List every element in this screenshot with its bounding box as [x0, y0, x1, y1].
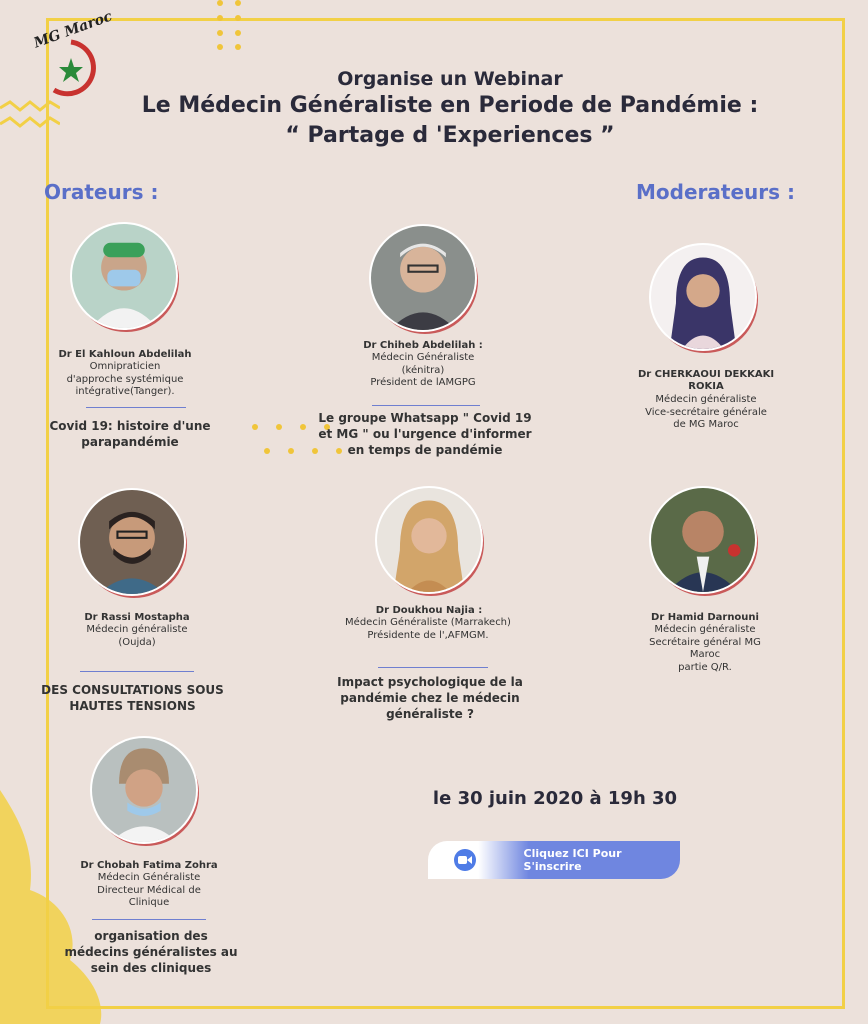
speaker-name: Dr Rassi Mostapha	[84, 612, 190, 623]
page-title: Le Médecin Généraliste en Periode de Pandémie :	[141, 93, 759, 118]
talk-title-line: Covid 19: histoire d'une	[49, 419, 211, 433]
divider	[86, 407, 186, 408]
page-subtitle: “ Partage d 'Experiences ”	[285, 123, 615, 148]
talk-title	[322, 674, 538, 722]
talk-title-line: Impact psychologique de la	[337, 675, 523, 689]
talk-title-line: en temps de pandémie	[347, 443, 503, 457]
moderator-role-line: partie Q/R.	[678, 661, 732, 673]
moderator-role	[630, 394, 782, 432]
speaker-name: Dr Chobah Fatima Zohra	[80, 860, 218, 871]
register-button-label: Cliquez ICI Pour S'inscrire	[523, 847, 622, 873]
divider	[92, 919, 206, 920]
moderator-name: Dr Hamid Darnouni	[651, 612, 759, 623]
moderator-role-line: Secrétaire général MG	[649, 636, 761, 648]
logo-text: MG Maroc	[31, 8, 115, 52]
speaker-role-line: Omnipraticien	[89, 361, 161, 372]
speaker-role	[50, 361, 200, 399]
speaker-photo-doukhou	[377, 488, 481, 592]
speaker-role	[74, 872, 224, 910]
speakers-heading: Orateurs :	[44, 180, 159, 204]
speaker-role-line: intégrative(Tanger).	[75, 386, 175, 397]
moderator-role-line: de MG Maroc	[673, 419, 739, 430]
speaker-name: Dr Chiheb Abdelilah :	[363, 340, 483, 351]
moderator-role-line: Vice-secrétaire générale	[645, 406, 767, 418]
divider	[80, 671, 194, 672]
talk-title-line: DES CONSULTATIONS SOUS	[41, 683, 224, 697]
talk-title-line: pandémie chez le médecin	[340, 691, 520, 705]
talk-title-line: Le groupe Whatsapp " Covid 19	[318, 411, 532, 425]
talk-title	[40, 418, 220, 450]
talk-title-line: HAUTES TENSIONS	[69, 699, 196, 713]
speaker-name: Dr El Kahloun Abdelilah	[58, 349, 192, 360]
event-date: le 30 juin 2020 à 19h 30	[432, 788, 678, 809]
register-button[interactable]	[428, 841, 680, 879]
talk-title-line: parapandémie	[81, 435, 179, 449]
moderator-name-line: Dr CHERKAOUI DEKKAKI	[637, 369, 775, 380]
moderator-photo-darnouni	[651, 488, 755, 592]
moderator-photo-cherkaoui	[651, 245, 755, 349]
speaker-role-line: Présidente de l',AFMGM.	[367, 629, 489, 641]
speaker-role	[318, 617, 538, 642]
moderator-name	[636, 369, 776, 393]
talk-title-line: généraliste ?	[386, 707, 474, 721]
moderator-role-line: Médecin généraliste	[655, 394, 757, 405]
speaker-role-line: Directeur Médical de	[97, 884, 201, 896]
talk-title	[56, 928, 246, 976]
speaker-role-line: Médecin Généraliste (Marrakech)	[345, 617, 511, 628]
moderator-role-line: Médecin généraliste	[654, 624, 756, 635]
speaker-name: Dr Doukhou Najia :	[375, 605, 483, 616]
speaker-role-line: Médecin Généraliste	[371, 352, 475, 363]
talk-title	[30, 682, 235, 714]
divider	[378, 667, 488, 668]
moderator-role-line: Maroc	[689, 649, 721, 660]
speaker-role	[62, 624, 212, 649]
speaker-role-line: Médecin Généraliste	[97, 872, 201, 883]
talk-title	[305, 410, 545, 458]
talk-title-line: organisation des	[94, 929, 208, 943]
video-camera-icon	[454, 849, 476, 871]
talk-title-line: sein des cliniques	[90, 961, 212, 975]
speaker-photo-chiheb	[371, 226, 475, 330]
header-line-1: Organise un Webinar	[337, 68, 563, 90]
speaker-role-line: d'approche systémique	[66, 373, 184, 385]
speaker-photo-el-kahloun	[72, 224, 176, 328]
speaker-photo-rassi	[80, 490, 184, 594]
talk-title-line: et MG " ou l'urgence d'informer	[318, 427, 532, 441]
talk-title-line: médecins généralistes au	[64, 945, 238, 959]
speaker-role-line: Président de lAMGPG	[370, 377, 476, 388]
moderator-name-line: ROKIA	[688, 381, 724, 392]
speaker-role-line: (Oujda)	[118, 636, 156, 648]
speaker-photo-chobah	[92, 738, 196, 842]
speaker-role-line: Clinique	[128, 897, 170, 908]
divider	[372, 405, 480, 406]
speaker-role	[343, 352, 503, 390]
moderator-role	[630, 624, 780, 674]
speaker-role-line: Médecin généraliste	[86, 624, 188, 635]
moderators-heading: Moderateurs :	[636, 180, 795, 204]
speaker-role-line: (kénitra)	[401, 364, 445, 376]
